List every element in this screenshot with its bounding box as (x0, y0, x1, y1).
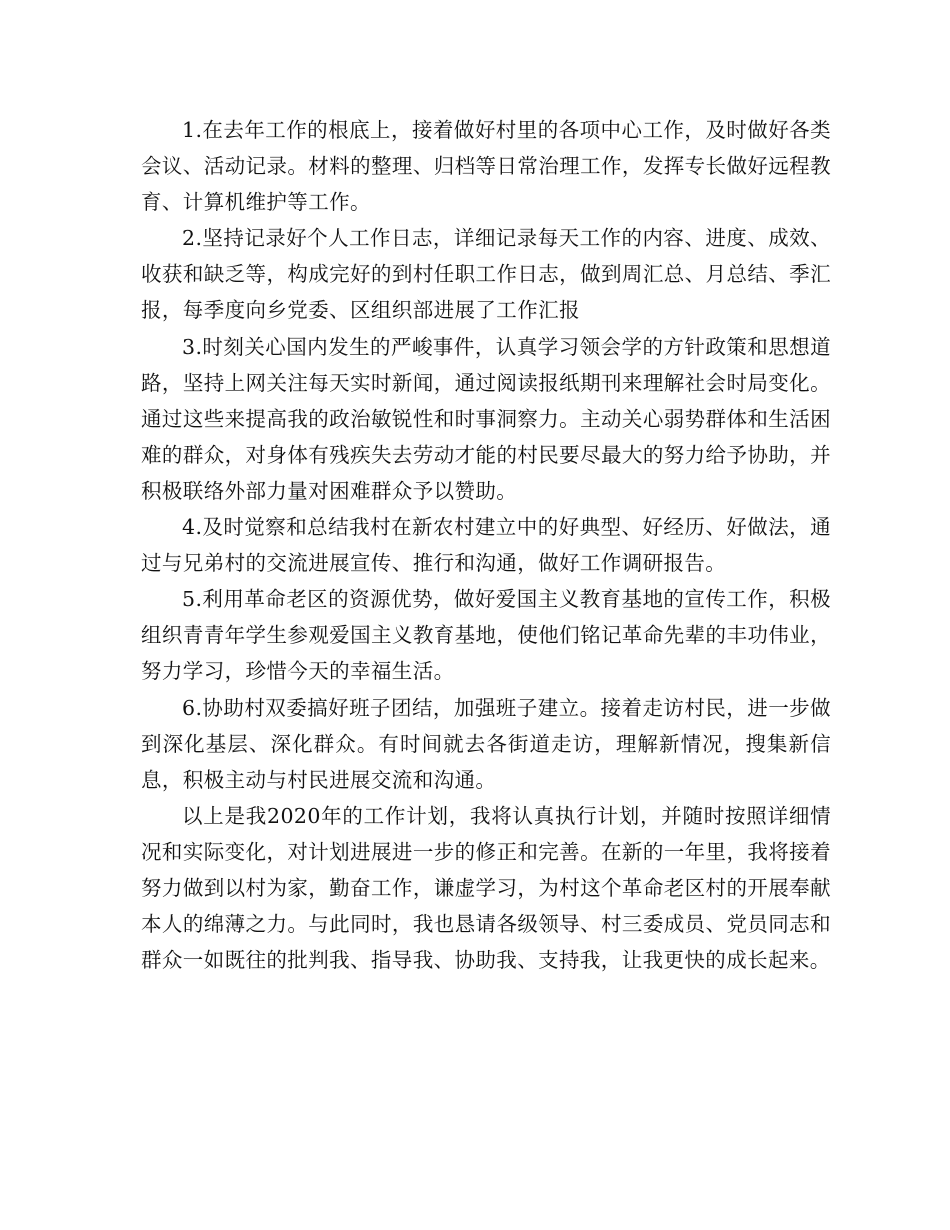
paragraph-conclusion: 以上是我2020年的工作计划，我将认真执行计划，并随时按照详细情况和实际变化，对计划进展进一步的修正和完善。在新的一年里，我将接着努力做到以村为家，勤奋工作，谦虚学习，为村这个革命老区村的开展奉献本人的绵薄之力。与此同时，我也恳请各级领导、村三委成员、党员同志和群众一如既往的批判我、指导我、协助我、支持我，让我更快的成长起来。 (141, 803, 831, 973)
paragraph-item-2: 2.坚持记录好个人工作日志，详细记录每天工作的内容、进度、成效、收获和缺乏等，构成完好的到村任职工作日志，做到周汇总、月总结、季汇报，每季度向乡党委、区组织部进展了工作汇报 (141, 226, 831, 323)
paragraph-item-5: 5.利用革命老区的资源优势，做好爱国主义教育基地的宣传工作，积极组织青青年学生参观爱国主义教育基地，使他们铭记革命先辈的丰功伟业，努力学习，珍惜今天的幸福生活。 (141, 587, 831, 684)
paragraph-item-1: 1.在去年工作的根底上，接着做好村里的各项中心工作，及时做好各类会议、活动记录。材料的整理、归档等日常治理工作，发挥专长做好远程教育、计算机维护等工作。 (141, 118, 831, 215)
document-body (141, 112, 831, 978)
paragraph-item-3: 3.时刻关心国内发生的严峻事件，认真学习领会学的方针政策和思想道路，坚持上网关注每天实时新闻，通过阅读报纸期刊来理解社会时局变化。通过这些来提高我的政治敏锐性和时事洞察力。主动关心弱势群体和生活困难的群众，对身体有残疾失去劳动才能的村民要尽最大的努力给予协助，并积极联络外部力量对困难群众予以赞助。 (141, 334, 831, 503)
paragraph-item-4: 4.及时觉察和总结我村在新农村建立中的好典型、好经历、好做法，通过与兄弟村的交流进展宣传、推行和沟通，做好工作调研报告。 (141, 515, 831, 576)
paragraph-item-6: 6.协助村双委搞好班子团结，加强班子建立。接着走访村民，进一步做到深化基层、深化群众。有时间就去各街道走访，理解新情况，搜集新信息，积极主动与村民进展交流和沟通。 (141, 695, 831, 792)
